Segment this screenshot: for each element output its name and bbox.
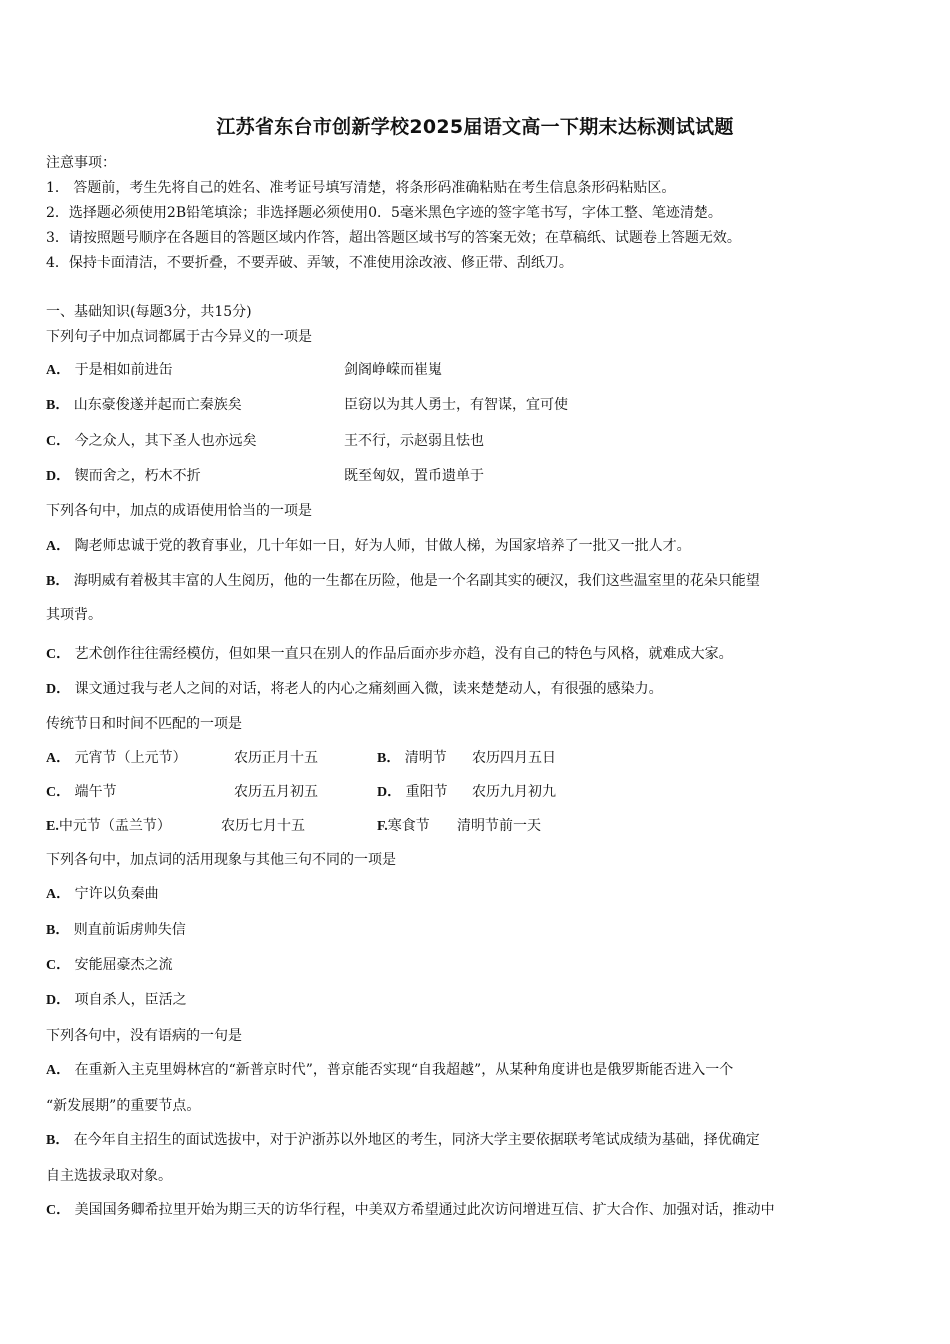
festival-name: 重阳节 <box>405 784 448 800</box>
q4-option-a <box>46 885 159 904</box>
option-label: A． <box>46 751 71 766</box>
q4-option-d <box>46 991 187 1010</box>
option-label: B． <box>377 751 401 766</box>
option-label: F. <box>377 819 388 834</box>
option-left: 锲而舍之，朽木不折 <box>74 468 201 484</box>
question-3-stem: 传统节日和时间不匹配的一项是 <box>46 716 242 732</box>
q1-option-d <box>46 467 201 486</box>
q3-option-a <box>46 749 187 768</box>
q2-option-b-continued: 其项背。 <box>46 607 102 623</box>
notice-item: 3．请按照题号顺序在各题目的答题区域内作答，超出答题区域书写的答案无效；在草稿纸、试题卷上答题无效。 <box>46 230 741 246</box>
option-text: 课文通过我与老人之间的对话，将老人的内心之痛刻画入微，读来楚楚动人，有很强的感染力。 <box>74 681 663 697</box>
option-text: 艺术创作往往需经模仿，但如果一直只在别人的作品后面亦步亦趋，没有自己的特色与风格，就难成大家。 <box>74 646 733 662</box>
festival-date: 农历四月五日 <box>472 750 556 766</box>
festival-date: 农历七月十五 <box>221 818 305 834</box>
section-heading: 一、基础知识(每题3分，共15分) <box>46 304 252 320</box>
q5-option-a-continued: “新发展期”的重要节点。 <box>46 1098 201 1114</box>
option-label: A． <box>46 363 71 378</box>
festival-name: 清明节 <box>404 750 447 766</box>
option-label: B． <box>46 398 70 413</box>
option-label: B． <box>46 923 70 938</box>
option-label: A． <box>46 887 71 902</box>
option-right: 既至匈奴，置币遗单于 <box>344 468 484 484</box>
option-label: E. <box>46 819 59 834</box>
q3-option-c <box>46 783 117 802</box>
festival-date: 农历五月初五 <box>234 784 318 800</box>
q4-option-c <box>46 956 173 975</box>
notice-item: 1． 答题前，考生先将自己的姓名、准考证号填写清楚，将条形码准确粘贴在考生信息条形码粘贴区。 <box>46 180 676 196</box>
q3-option-b <box>377 749 447 768</box>
option-left: 于是相如前进缶 <box>74 362 173 378</box>
option-text: 宁许以负秦曲 <box>74 886 159 902</box>
q3-option-f <box>377 817 430 836</box>
q1-option-c <box>46 432 257 451</box>
option-right: 王不行，示赵弱且怯也 <box>344 433 484 449</box>
q5-option-a <box>46 1061 733 1080</box>
q3-option-d <box>377 783 448 802</box>
option-label: D． <box>46 469 71 484</box>
festival-date: 农历九月初九 <box>472 784 556 800</box>
question-5-stem: 下列各句中，没有语病的一句是 <box>46 1028 242 1044</box>
option-left: 山东豪俊遂并起而亡秦族矣 <box>73 397 242 413</box>
option-label: B． <box>46 1133 70 1148</box>
question-4-stem: 下列各句中，加点词的活用现象与其他三句不同的一项是 <box>46 852 396 868</box>
q2-option-b <box>46 572 760 591</box>
festival-name: 元宵节（上元节） <box>74 750 187 766</box>
option-text: 陶老师忠诚于党的教育事业，几十年如一日，好为人师，甘做人梯，为国家培养了一批又一批人才。 <box>74 538 691 554</box>
notice-item: 2．选择题必须使用2B铅笔填涂；非选择题必须使用0．5毫米黑色字迹的签字笔书写，字体工整、笔迹清楚。 <box>46 205 722 221</box>
page-title: 江苏省东台市创新学校2025届语文高一下期末达标测试试题 <box>216 116 734 138</box>
option-label: D． <box>46 682 71 697</box>
q1-option-a <box>46 361 173 380</box>
option-label: A． <box>46 1063 71 1078</box>
option-right: 臣窃以为其人勇士，有智谋，宜可使 <box>344 397 568 413</box>
q2-option-a <box>46 537 691 556</box>
festival-name: 中元节（盂兰节） <box>58 818 171 834</box>
festival-name: 端午节 <box>74 784 117 800</box>
festival-date: 清明节前一天 <box>457 818 541 834</box>
option-text: 安能屈豪杰之流 <box>74 957 173 973</box>
option-text: 美国国务卿希拉里开始为期三天的访华行程，中美双方希望通过此次访问增进互信、扩大合作、加强对话，推动中 <box>74 1202 775 1218</box>
festival-name: 寒食节 <box>387 818 430 834</box>
q5-option-b-continued: 自主选拔录取对象。 <box>46 1168 172 1184</box>
q5-option-b <box>46 1131 760 1150</box>
option-text: 则直前诟虏帅失信 <box>73 922 186 938</box>
option-label: D． <box>377 785 402 800</box>
option-label: C． <box>46 1203 71 1218</box>
q4-option-b <box>46 921 186 940</box>
option-label: A． <box>46 539 71 554</box>
option-right: 剑阁峥嵘而崔嵬 <box>344 362 442 378</box>
q2-option-d <box>46 680 663 699</box>
q1-option-b <box>46 396 242 415</box>
option-label: C． <box>46 958 71 973</box>
notice-item: 4．保持卡面清洁，不要折叠，不要弄破、弄皱，不准使用涂改液、修正带、刮纸刀。 <box>46 255 573 271</box>
option-label: C． <box>46 785 71 800</box>
q5-option-c <box>46 1201 775 1220</box>
option-label: D． <box>46 993 71 1008</box>
question-1-stem: 下列句子中加点词都属于古今异义的一项是 <box>46 329 312 345</box>
option-text: 海明威有着极其丰富的人生阅历，他的一生都在历险，他是一个名副其实的硬汉，我们这些温室里的花朵只能望 <box>73 573 760 589</box>
festival-date: 农历正月十五 <box>234 750 318 766</box>
notice-heading: 注意事项： <box>46 155 116 171</box>
option-text: 在重新入主克里姆林宫的“新普京时代”，普京能否实现“自我超越”，从某种角度讲也是俄罗斯能否进入一个 <box>74 1062 734 1078</box>
option-label: B． <box>46 574 70 589</box>
option-left: 今之众人，其下圣人也亦远矣 <box>74 433 257 449</box>
option-text: 项自杀人，臣活之 <box>74 992 187 1008</box>
q3-option-e <box>46 817 171 836</box>
question-2-stem: 下列各句中，加点的成语使用恰当的一项是 <box>46 503 312 519</box>
option-label: C． <box>46 647 71 662</box>
q2-option-c <box>46 645 733 664</box>
option-label: C． <box>46 434 71 449</box>
option-text: 在今年自主招生的面试选拔中，对于沪浙苏以外地区的考生，同济大学主要依据联考笔试成绩为基础，择优确定 <box>73 1132 760 1148</box>
